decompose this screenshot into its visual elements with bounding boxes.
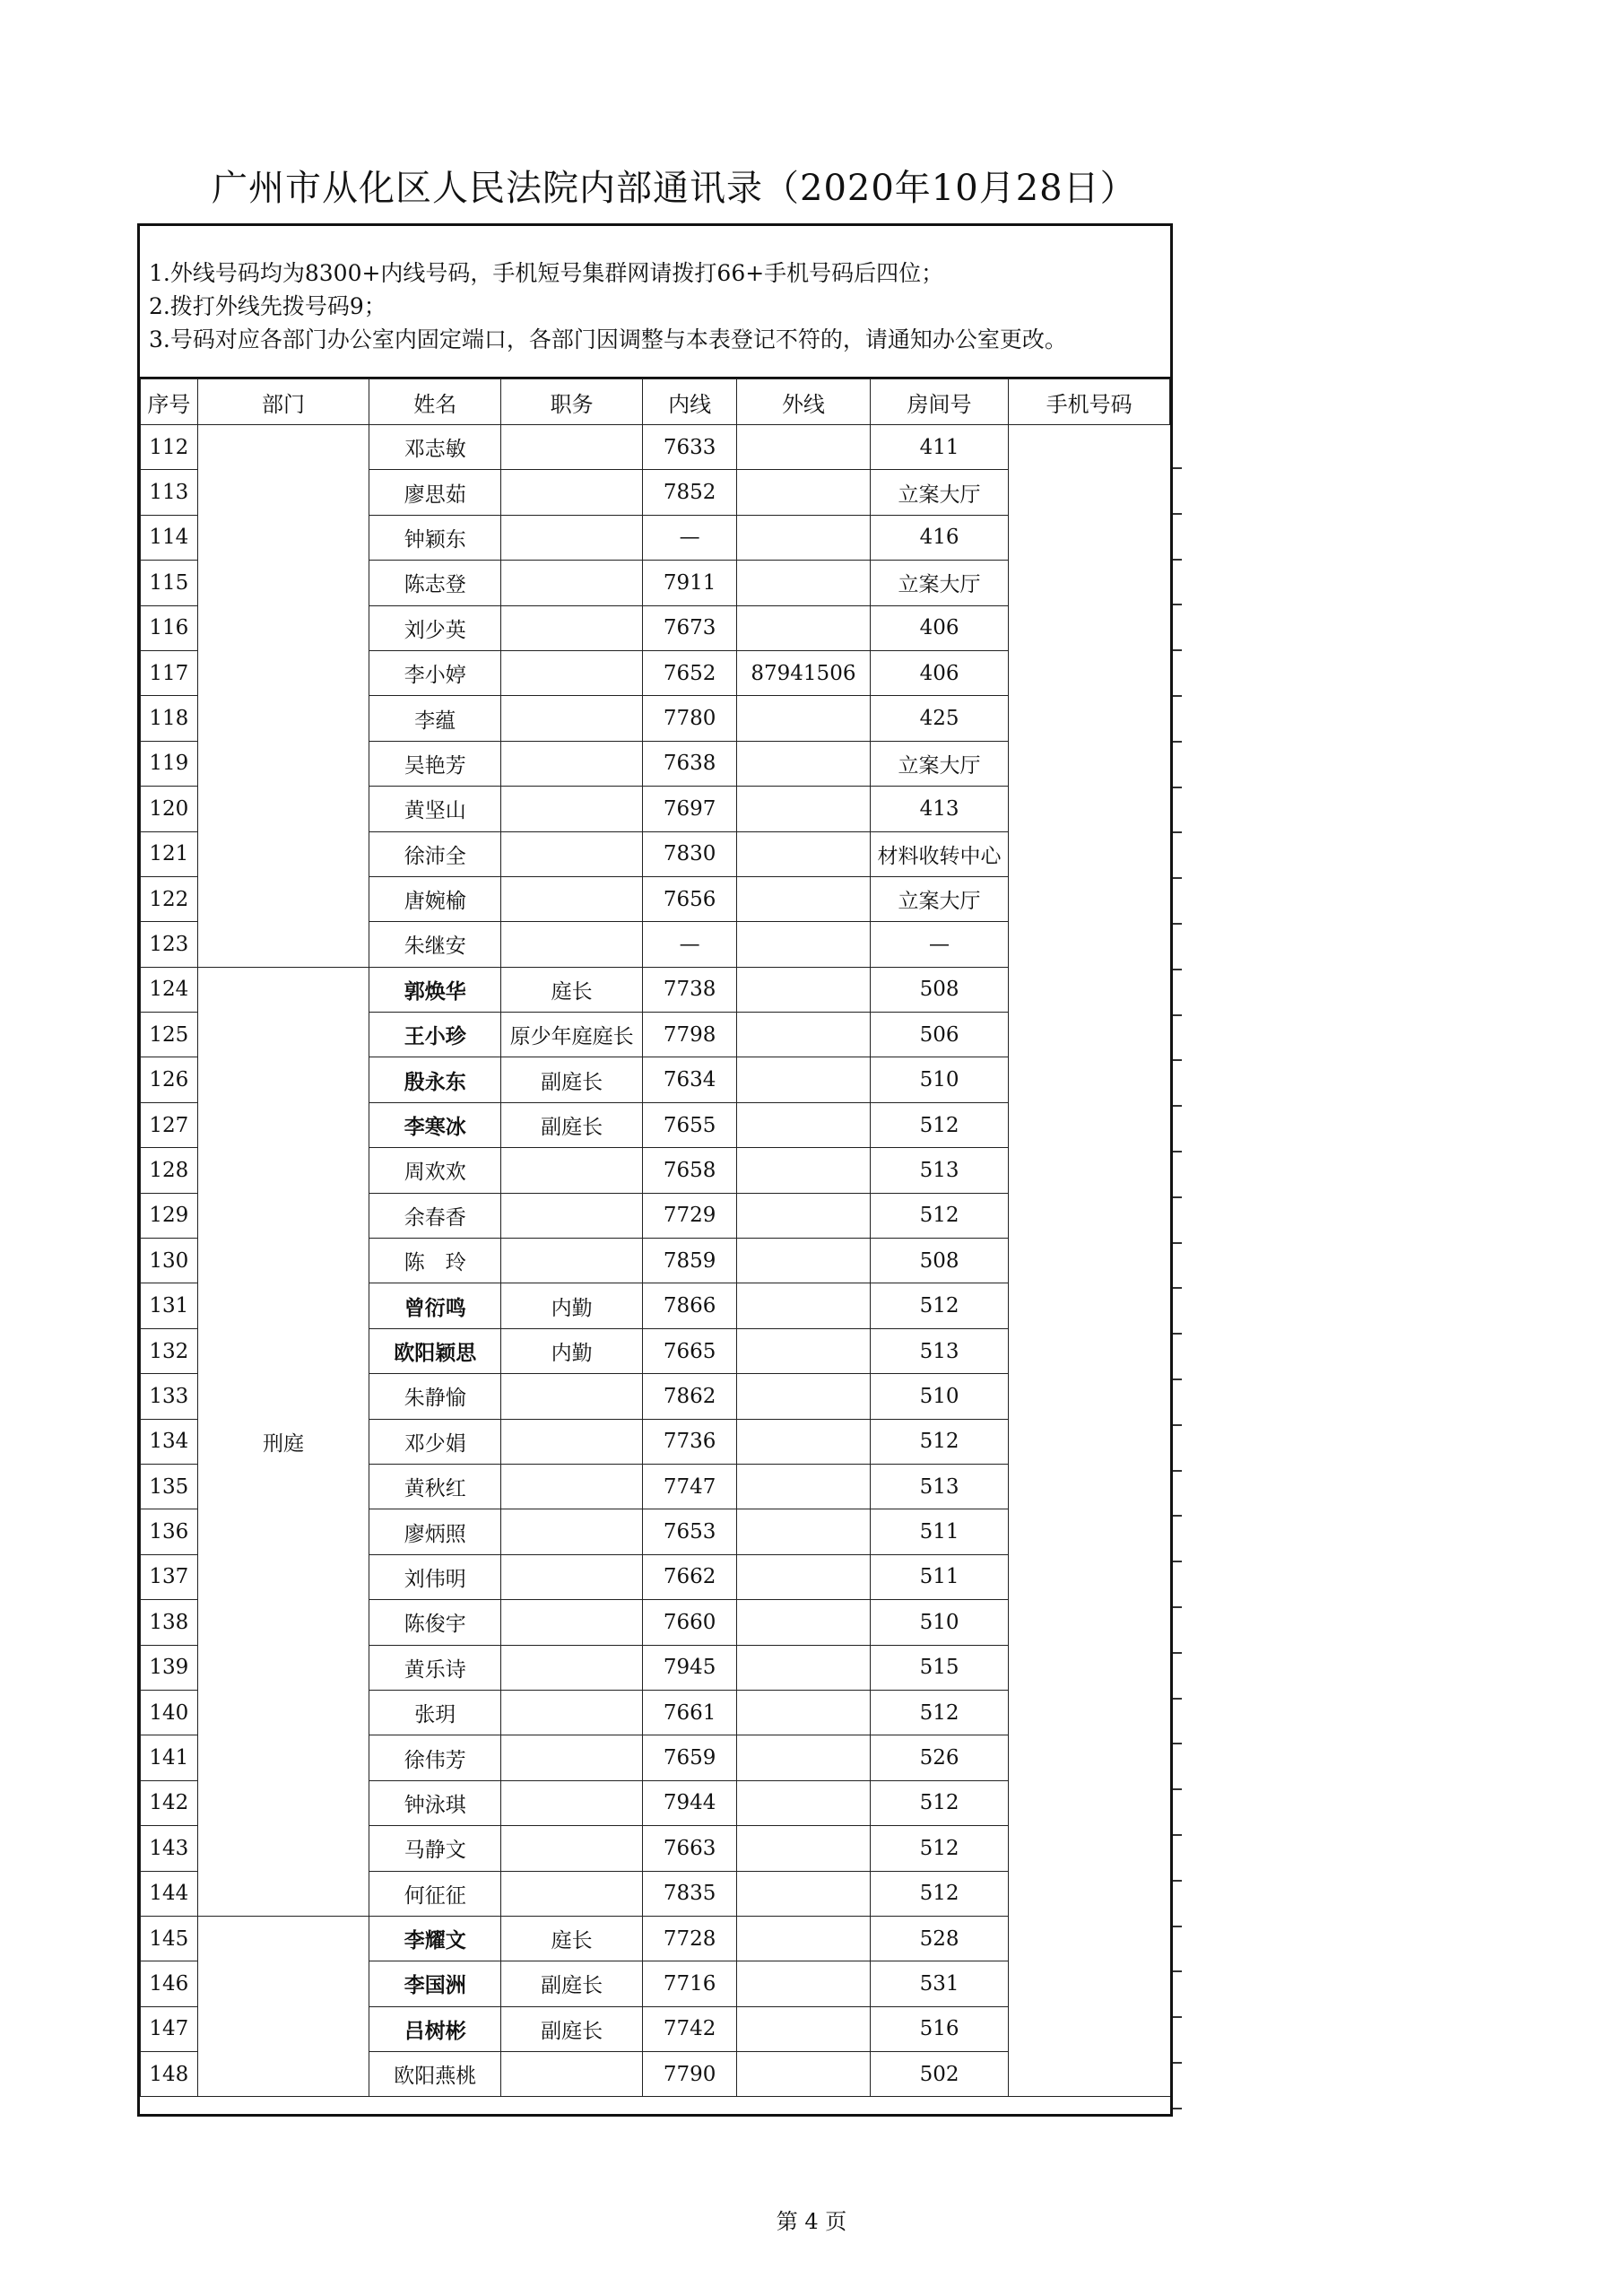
row-tick [1173,1287,1182,1289]
cell-outside [737,1826,870,1871]
cell-title: 原少年庭庭长 [501,1013,643,1057]
cell-ext: 7662 [643,1554,737,1599]
directory-table [140,378,1170,2097]
note-line: 2.拨打外线先拨号码9； [149,293,386,319]
cell-ext: 7852 [643,470,737,515]
cell-outside [737,1102,870,1147]
cell-name: 廖炳照 [369,1509,501,1554]
row-tick [1173,559,1182,561]
cell-ext: 7658 [643,1148,737,1193]
cell-title: 内勤 [501,1283,643,1328]
cell-name: 黄秋红 [369,1464,501,1509]
table-header-row [141,379,1170,425]
cell-title [501,1464,643,1509]
cell-title: 副庭长 [501,1961,643,2006]
cell-ext: 7859 [643,1239,737,1283]
cell-outside [737,696,870,741]
cell-room: 513 [870,1148,1009,1193]
cell-outside [737,515,870,560]
page-number: 第 4 页 [776,2209,847,2234]
cell-no: 136 [141,1509,198,1554]
row-tick [1173,467,1182,469]
cell-no: 147 [141,2006,198,2051]
cell-ext: 7866 [643,1283,737,1328]
cell-no: 116 [141,605,198,650]
cell-outside [737,470,870,515]
cell-name: 李小婷 [369,650,501,695]
cell-ext: 7659 [643,1735,737,1780]
cell-no: 128 [141,1148,198,1193]
cell-room: 立案大厅 [870,741,1009,786]
cell-outside [737,741,870,786]
cell-no: 137 [141,1554,198,1599]
cell-title: 庭长 [501,967,643,1012]
cell-ext: 7653 [643,1509,737,1554]
row-tick [1173,1014,1182,1016]
table-row [141,425,1170,470]
cell-no: 144 [141,1871,198,1916]
cell-no: 131 [141,1283,198,1328]
row-tick [1173,1926,1182,1927]
cell-no: 124 [141,967,198,1012]
header-ext: 内线 [643,379,737,425]
cell-no: 142 [141,1780,198,1825]
cell-title [501,2052,643,2097]
cell-outside [737,1328,870,1373]
header-name: 姓名 [369,379,501,425]
cell-outside [737,1464,870,1509]
cell-room: 513 [870,1464,1009,1509]
cell-outside [737,876,870,921]
cell-room: 425 [870,696,1009,741]
cell-room: 510 [870,1374,1009,1419]
cell-room: 411 [870,425,1009,470]
cell-no: 123 [141,922,198,967]
cell-room: 506 [870,1013,1009,1057]
cell-room: 508 [870,1239,1009,1283]
cell-room: 416 [870,515,1009,560]
cell-ext: 7660 [643,1600,737,1645]
cell-name: 朱静愉 [369,1374,501,1419]
cell-room: 510 [870,1600,1009,1645]
row-tick [1173,1151,1182,1152]
cell-title [501,876,643,921]
cell-ext: — [643,922,737,967]
cell-room: 510 [870,1057,1009,1102]
cell-title: 副庭长 [501,1057,643,1102]
cell-title [501,1780,643,1825]
cell-department [197,425,369,968]
cell-room: 512 [870,1193,1009,1238]
cell-name: 陈志登 [369,561,501,605]
cell-ext: 7652 [643,650,737,695]
cell-room: 406 [870,650,1009,695]
cell-ext: 7738 [643,967,737,1012]
cell-no: 114 [141,515,198,560]
row-tick [1173,969,1182,970]
cell-room: 406 [870,605,1009,650]
cell-ext: 7742 [643,2006,737,2051]
row-tick [1173,1970,1182,1972]
cell-no: 127 [141,1102,198,1147]
cell-name: 廖思茹 [369,470,501,515]
cell-ext: 7673 [643,605,737,650]
cell-no: 130 [141,1239,198,1283]
row-tick [1173,831,1182,833]
cell-outside [737,1780,870,1825]
cell-mobile [1009,425,1170,2097]
row-tick [1173,2062,1182,2064]
cell-room: 511 [870,1554,1009,1599]
cell-outside [737,1283,870,1328]
cell-room: — [870,922,1009,967]
cell-no: 117 [141,650,198,695]
cell-name: 唐婉榆 [369,876,501,921]
cell-ext: 7634 [643,1057,737,1102]
row-tick [1173,604,1182,605]
cell-no: 132 [141,1328,198,1373]
cell-no: 112 [141,425,198,470]
cell-title [501,1374,643,1419]
cell-ext: 7945 [643,1645,737,1690]
row-tick [1173,1333,1182,1335]
cell-room: 526 [870,1735,1009,1780]
cell-ext: 7716 [643,1961,737,2006]
cell-outside [737,2006,870,2051]
cell-no: 126 [141,1057,198,1102]
cell-no: 122 [141,876,198,921]
table-body [141,425,1170,2097]
cell-room: 立案大厅 [870,876,1009,921]
cell-room: 413 [870,787,1009,831]
cell-name: 王小珍 [369,1013,501,1057]
cell-room: 531 [870,1961,1009,2006]
cell-ext: 7798 [643,1013,737,1057]
cell-title [501,425,643,470]
cell-name: 陈俊宇 [369,1600,501,1645]
cell-no: 119 [141,741,198,786]
cell-title: 庭长 [501,1916,643,1961]
cell-name: 李国洲 [369,1961,501,2006]
cell-title [501,787,643,831]
cell-title [501,1554,643,1599]
cell-title [501,741,643,786]
cell-outside [737,1013,870,1057]
cell-no: 141 [141,1735,198,1780]
cell-outside [737,1419,870,1464]
cell-name: 李寒冰 [369,1102,501,1147]
cell-name: 邓志敏 [369,425,501,470]
row-tick [1173,1424,1182,1426]
cell-title [501,922,643,967]
cell-outside [737,2052,870,2097]
cell-title [501,515,643,560]
cell-name: 黄乐诗 [369,1645,501,1690]
cell-no: 145 [141,1916,198,1961]
cell-room: 512 [870,1419,1009,1464]
cell-outside [737,1554,870,1599]
cell-outside [737,1690,870,1735]
header-outside: 外线 [737,379,870,425]
cell-room: 528 [870,1916,1009,1961]
cell-title [501,1871,643,1916]
cell-room: 512 [870,1102,1009,1147]
cell-room: 512 [870,1283,1009,1328]
cell-ext: 7638 [643,741,737,786]
cell-room: 516 [870,2006,1009,2051]
row-tick [1173,2108,1182,2109]
row-tick [1173,1652,1182,1654]
cell-name: 张玥 [369,1690,501,1735]
header-mobile: 手机号码 [1009,379,1170,425]
row-tick [1173,1561,1182,1562]
cell-outside [737,1645,870,1690]
cell-title [501,650,643,695]
cell-outside [737,787,870,831]
cell-title [501,1826,643,1871]
cell-no: 134 [141,1419,198,1464]
cell-outside [737,1735,870,1780]
cell-no: 125 [141,1013,198,1057]
cell-room: 512 [870,1690,1009,1735]
cell-room: 材料收转中心 [870,831,1009,876]
cell-title [501,605,643,650]
cell-room: 512 [870,1871,1009,1916]
cell-ext: 7655 [643,1102,737,1147]
cell-name: 钟泳琪 [369,1780,501,1825]
cell-title [501,1735,643,1780]
cell-ext: 7633 [643,425,737,470]
cell-outside [737,1374,870,1419]
cell-outside [737,1871,870,1916]
cell-name: 朱继安 [369,922,501,967]
cell-outside [737,1509,870,1554]
cell-outside [737,605,870,650]
cell-room: 512 [870,1826,1009,1871]
cell-no: 146 [141,1961,198,2006]
note-line: 1.外线号码均为8300+内线号码，手机短号集群网请拨打66+手机号码后四位； [149,260,944,286]
cell-ext: 7728 [643,1916,737,1961]
header-dept: 部门 [197,379,369,425]
cell-room: 508 [870,967,1009,1012]
cell-name: 黄坚山 [369,787,501,831]
cell-name: 李蕴 [369,696,501,741]
cell-no: 120 [141,787,198,831]
cell-title: 内勤 [501,1328,643,1373]
cell-ext: 7661 [643,1690,737,1735]
cell-title [501,470,643,515]
page-title: 广州市从化区人民法院内部通讯录（2020年10月28日） [212,168,1137,209]
cell-ext: 7830 [643,831,737,876]
row-tick [1173,1743,1182,1744]
cell-name: 吴艳芳 [369,741,501,786]
row-tick [1173,1105,1182,1107]
cell-name: 钟颖东 [369,515,501,560]
cell-ext: 7697 [643,787,737,831]
cell-no: 133 [141,1374,198,1419]
cell-ext: 7665 [643,1328,737,1373]
row-tick [1173,1515,1182,1517]
cell-title [501,1600,643,1645]
notes-box [140,226,1170,378]
cell-ext: 7835 [643,1871,737,1916]
cell-name: 徐沛全 [369,831,501,876]
cell-title [501,1690,643,1735]
header-title: 职务 [501,379,643,425]
cell-no: 129 [141,1193,198,1238]
cell-name: 郭焕华 [369,967,501,1012]
row-tick [1173,1880,1182,1882]
cell-no: 115 [141,561,198,605]
row-tick [1173,1378,1182,1380]
cell-department [197,1916,369,2097]
cell-ext: — [643,515,737,560]
cell-room: 512 [870,1780,1009,1825]
cell-ext: 7656 [643,876,737,921]
cell-outside [737,1193,870,1238]
cell-name: 李耀文 [369,1916,501,1961]
cell-ext: 7911 [643,561,737,605]
cell-no: 113 [141,470,198,515]
cell-room: 立案大厅 [870,470,1009,515]
cell-outside [737,1148,870,1193]
header-no: 序号 [141,379,198,425]
cell-title [501,1193,643,1238]
row-tick [1173,1196,1182,1198]
row-tick [1173,513,1182,515]
cell-ext: 7663 [643,1826,737,1871]
cell-name: 吕树彬 [369,2006,501,2051]
margin-ticks [1173,0,1184,2296]
cell-title [501,1148,643,1193]
cell-name: 周欢欢 [369,1148,501,1193]
row-tick [1173,1834,1182,1836]
cell-outside [737,831,870,876]
cell-title [501,1509,643,1554]
cell-ext: 7790 [643,2052,737,2097]
note-line: 3.号码对应各部门办公室内固定端口，各部门因调整与本表登记不符的，请通知办公室更改。 [149,326,1067,352]
header-room: 房间号 [870,379,1009,425]
cell-outside [737,967,870,1012]
cell-room: 511 [870,1509,1009,1554]
cell-no: 121 [141,831,198,876]
row-tick [1173,695,1182,697]
cell-name: 邓少娟 [369,1419,501,1464]
cell-name: 徐伟芳 [369,1735,501,1780]
directory-sheet [137,223,1173,2117]
cell-name: 欧阳颖思 [369,1328,501,1373]
cell-no: 139 [141,1645,198,1690]
cell-title [501,1645,643,1690]
row-tick [1173,649,1182,651]
cell-outside [737,922,870,967]
cell-name: 何征征 [369,1871,501,1916]
cell-title [501,696,643,741]
cell-room: 立案大厅 [870,561,1009,605]
row-tick [1173,1698,1182,1700]
cell-ext: 7747 [643,1464,737,1509]
cell-no: 143 [141,1826,198,1871]
cell-no: 148 [141,2052,198,2097]
cell-title [501,1419,643,1464]
cell-room: 502 [870,2052,1009,2097]
cell-title [501,831,643,876]
cell-outside [737,425,870,470]
cell-ext: 7780 [643,696,737,741]
cell-name: 马静文 [369,1826,501,1871]
cell-ext: 7944 [643,1780,737,1825]
cell-ext: 7736 [643,1419,737,1464]
cell-name: 刘伟明 [369,1554,501,1599]
cell-name: 曾衍鸣 [369,1283,501,1328]
cell-ext: 7729 [643,1193,737,1238]
cell-name: 欧阳燕桃 [369,2052,501,2097]
cell-room: 513 [870,1328,1009,1373]
cell-title: 副庭长 [501,2006,643,2051]
row-tick [1173,877,1182,879]
row-tick [1173,2016,1182,2018]
cell-title [501,561,643,605]
cell-title [501,1239,643,1283]
row-tick [1173,787,1182,788]
cell-no: 140 [141,1690,198,1735]
cell-outside [737,1961,870,2006]
cell-no: 118 [141,696,198,741]
cell-outside: 87941506 [737,650,870,695]
cell-name: 刘少英 [369,605,501,650]
cell-no: 138 [141,1600,198,1645]
cell-name: 殷永东 [369,1057,501,1102]
row-tick [1173,923,1182,925]
cell-outside [737,561,870,605]
cell-ext: 7862 [643,1374,737,1419]
cell-name: 陈 玲 [369,1239,501,1283]
cell-title: 副庭长 [501,1102,643,1147]
row-tick [1173,1242,1182,1244]
cell-outside [737,1916,870,1961]
row-tick [1173,1059,1182,1061]
cell-outside [737,1057,870,1102]
cell-name: 余春香 [369,1193,501,1238]
row-tick [1173,741,1182,743]
row-tick [1173,1470,1182,1472]
row-tick [1173,1788,1182,1790]
row-tick [1173,1606,1182,1608]
cell-department: 刑庭 [197,967,369,1916]
cell-no: 135 [141,1464,198,1509]
cell-outside [737,1600,870,1645]
cell-outside [737,1239,870,1283]
cell-room: 515 [870,1645,1009,1690]
